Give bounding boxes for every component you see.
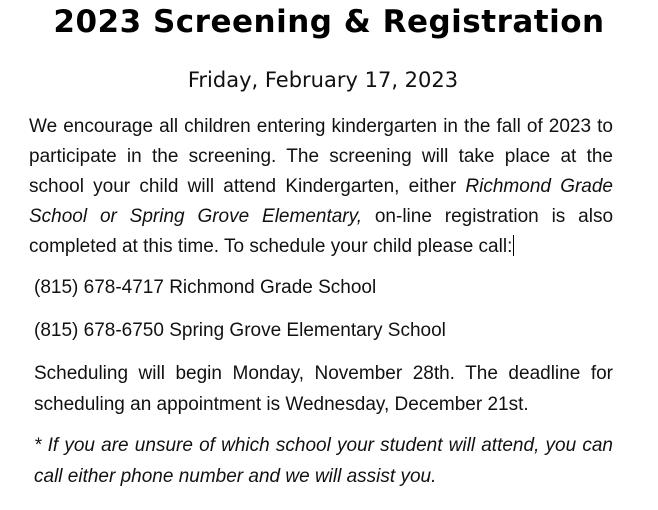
scheduling-paragraph: Scheduling will begin Monday, November 28th. The deadline for scheduling an appointment is Wednesday, December 21st. xyxy=(34,363,613,415)
school-names: Richmond Grade School or Spring Grove Elementary, xyxy=(29,176,613,227)
text-cursor xyxy=(513,235,514,256)
document-title: 2023 Screening & Registration xyxy=(53,4,605,40)
document-date: Friday, February 17, 2023 xyxy=(187,68,459,92)
assistance-note: * If you are unsure of which school your student will attend, you can call either phone number and we will assist you. xyxy=(34,435,613,487)
intro-text-part1: We encourage all children entering kindergarten in the fall of 2023 to participate in the screening. The screening will take place at the school your child will attend Kindergarten, either xyxy=(29,116,613,197)
intro-text-part2: on-line registration is also completed at this time. To schedule your child please call: xyxy=(29,206,614,257)
intro-paragraph[interactable] xyxy=(29,112,613,262)
phone-richmond: (815) 678-4717 Richmond Grade School xyxy=(34,277,377,298)
phone-spring-grove: (815) 678-6750 Spring Grove Elementary School xyxy=(34,320,446,341)
